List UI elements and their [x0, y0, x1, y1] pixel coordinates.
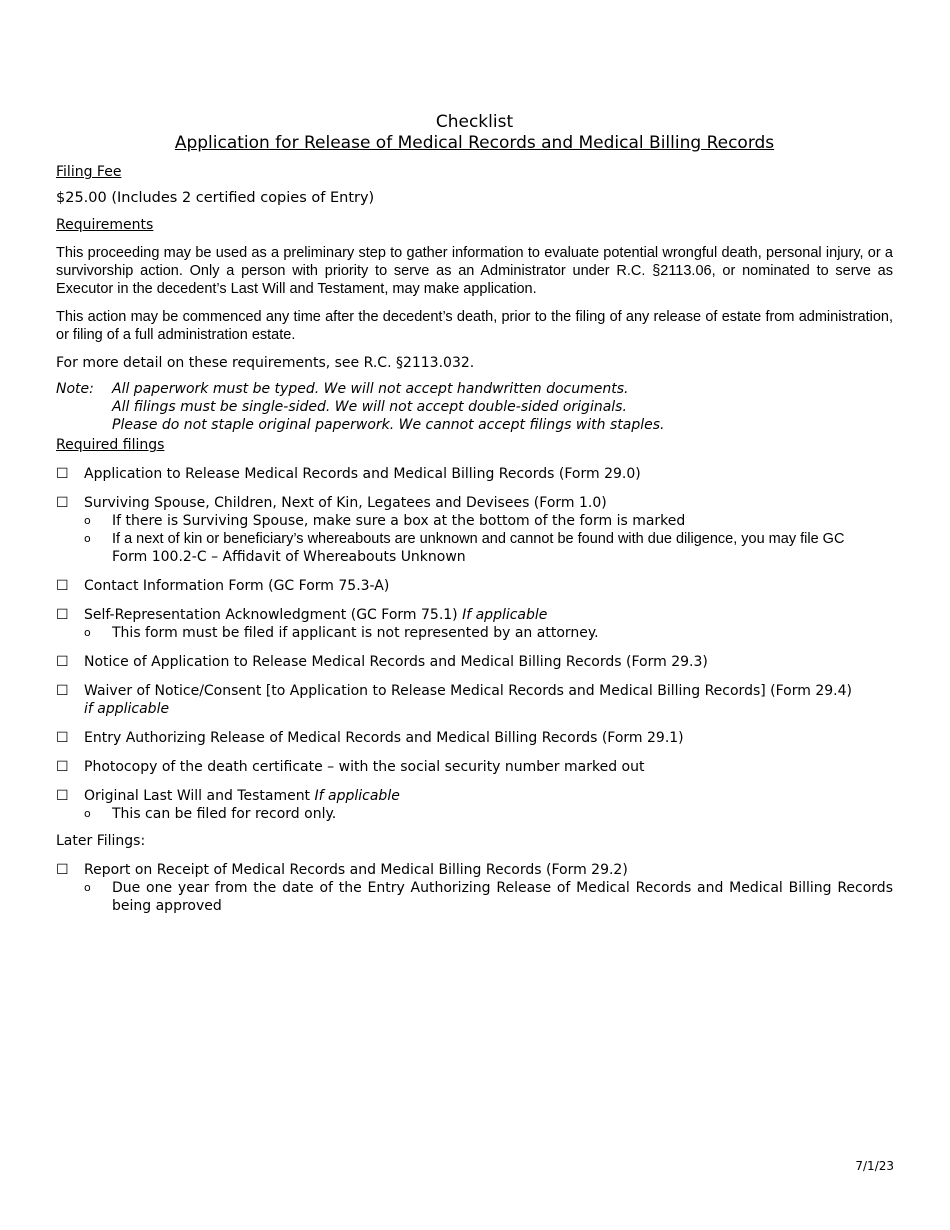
checkbox-icon[interactable]: ☐ — [56, 495, 69, 511]
checklist-item — [56, 577, 893, 595]
sub-item-text: Due one year from the date of the Entry Authorizing Release of Medical Records and Medical Billing Records being approved — [112, 880, 893, 914]
note-line: All filings must be single-sided. We will not accept double-sided originals. — [112, 399, 627, 415]
sub-item-text: Form 100.2-C – Affidavit of Whereabouts Unknown — [112, 549, 466, 565]
checklist-item-label: Original Last Will and Testament — [84, 788, 311, 804]
checkbox-icon[interactable]: ☐ — [56, 683, 69, 699]
checkbox-icon[interactable]: ☐ — [56, 730, 69, 746]
requirements-paragraph-2: This action may be commenced any time after the decedent’s death, prior to the filing of any release of estate from administration, or filing of a full administration estate. — [56, 309, 893, 343]
checklist-item — [56, 787, 893, 823]
checklist-item-label: Photocopy of the death certificate – with the social security number marked out — [84, 759, 645, 775]
checklist-item — [56, 465, 893, 483]
requirements-paragraph-3: For more detail on these requirements, see R.C. §2113.032. — [56, 355, 475, 371]
sub-item — [84, 624, 893, 642]
checkbox-icon[interactable]: ☐ — [56, 759, 69, 775]
note-label: Note: — [56, 381, 94, 397]
requirements-paragraph-1: This proceeding may be used as a preliminary step to gather information to evaluate potential wrongful death, personal injury, or a survivorship action. Only a person with priority to serve as an Administrator under R.C. §2113.06, or nominated to serve as Executor in the decedent’s Last Will and Testament, may make application. — [56, 245, 893, 297]
checklist-item-label: Application to Release Medical Records and Medical Billing Records (Form 29.0) — [84, 466, 641, 482]
sub-item-text: If a next of kin or beneficiary’s whereabouts are unknown and cannot be found with due diligence, you may file GC — [112, 531, 845, 547]
checklist-item — [56, 682, 893, 718]
if-applicable-tag: If applicable — [462, 607, 548, 623]
checklist-item-label: Entry Authorizing Release of Medical Records and Medical Billing Records (Form 29.1) — [84, 730, 684, 746]
note-line: Please do not staple original paperwork. We cannot accept filings with staples. — [112, 417, 665, 433]
checklist-item — [56, 653, 893, 671]
checkbox-icon[interactable]: ☐ — [56, 466, 69, 482]
checkbox-icon[interactable]: ☐ — [56, 607, 69, 623]
sub-item — [84, 530, 893, 566]
bullet-icon: o — [84, 881, 91, 894]
revision-date: 7/1/23 — [855, 1159, 894, 1173]
required-filings-heading: Required filings — [56, 437, 165, 453]
bullet-icon: o — [84, 514, 91, 527]
sub-item — [84, 879, 893, 915]
bullet-icon: o — [84, 807, 91, 820]
checkbox-icon[interactable]: ☐ — [56, 654, 69, 670]
page-title: Checklist — [435, 112, 514, 132]
bullet-icon: o — [84, 532, 91, 545]
if-applicable-tag: If applicable — [314, 788, 400, 804]
sub-item-text: If there is Surviving Spouse, make sure a box at the bottom of the form is marked — [112, 513, 686, 529]
checklist-item-label: Contact Information Form (GC Form 75.3-A) — [84, 578, 390, 594]
note-line: All paperwork must be typed. We will not accept handwritten documents. — [112, 381, 629, 397]
sub-item — [84, 805, 893, 823]
sub-item-text: This can be filed for record only. — [112, 806, 337, 822]
checklist-item — [56, 758, 893, 776]
checkbox-icon[interactable]: ☐ — [56, 862, 69, 878]
checklist-item-label: Notice of Application to Release Medical Records and Medical Billing Records (Form 29.3) — [84, 654, 708, 670]
page-subtitle: Application for Release of Medical Records and Medical Billing Records — [174, 133, 775, 153]
filing-fee-text: $25.00 (Includes 2 certified copies of Entry) — [56, 190, 375, 206]
checkbox-icon[interactable]: ☐ — [56, 578, 69, 594]
later-filings-heading: Later Filings: — [56, 833, 146, 849]
sub-item-text: This form must be filed if applicant is not represented by an attorney. — [112, 625, 599, 641]
note-block — [56, 380, 893, 434]
checklist-item — [56, 861, 893, 915]
checklist-item — [56, 729, 893, 747]
checklist-item-label: Self-Representation Acknowledgment (GC Form 75.1) — [84, 607, 458, 623]
note-lines — [112, 380, 664, 434]
sub-item — [84, 512, 893, 530]
checklist-item — [56, 494, 893, 566]
checklist-item-label: Waiver of Notice/Consent [to Application to Release Medical Records and Medical Billing Records] (Form 29.4) — [84, 683, 852, 699]
filing-fee-heading: Filing Fee — [56, 164, 122, 180]
checklist-item-label: Report on Receipt of Medical Records and Medical Billing Records (Form 29.2) — [84, 862, 628, 878]
requirements-heading: Requirements — [56, 217, 154, 233]
bullet-icon: o — [84, 626, 91, 639]
if-applicable-tag: if applicable — [84, 701, 170, 717]
checklist-item — [56, 606, 893, 642]
checkbox-icon[interactable]: ☐ — [56, 788, 69, 804]
document-page — [56, 112, 893, 915]
checklist-item-label: Surviving Spouse, Children, Next of Kin, Legatees and Devisees (Form 1.0) — [84, 495, 607, 511]
